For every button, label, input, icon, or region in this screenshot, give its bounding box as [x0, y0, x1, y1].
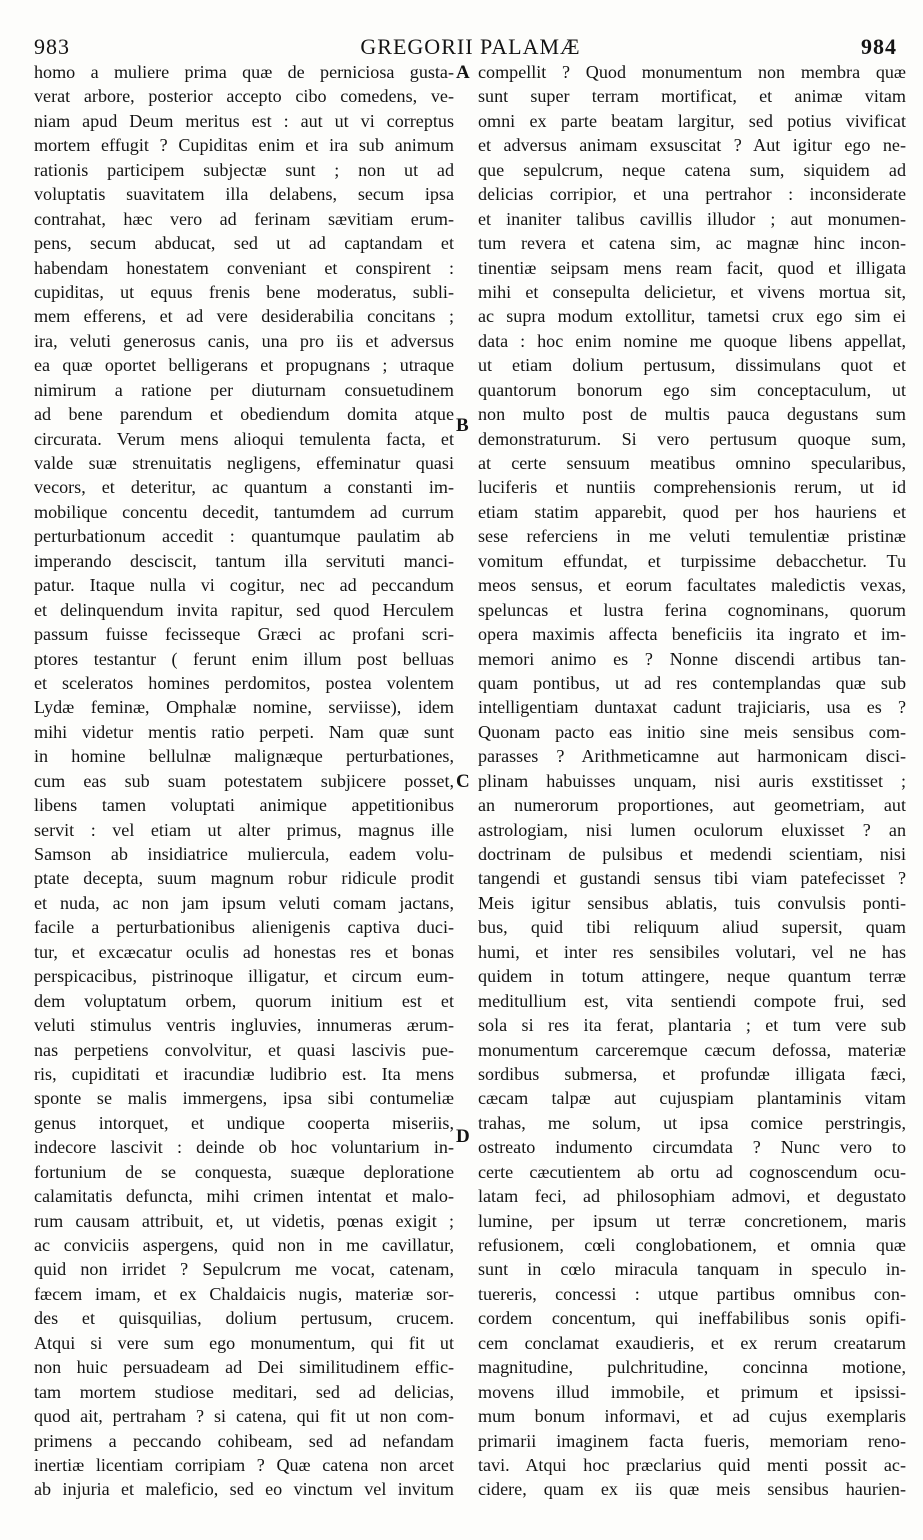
text-line: et sceleratos homines perdomitos, postea volentem: [34, 672, 454, 693]
text-line: et nuda, ac non jam ipsum veluti comam jactans,: [34, 892, 454, 913]
text-line: ptores testantur ( ferunt enim illum post belluas: [34, 648, 454, 669]
text-line: sordibus submersa, et profundæ illigata fæci,: [478, 1063, 906, 1084]
text-line: passum fuisse fecisseque Græci ac profani scri-: [34, 624, 454, 645]
text-line: des et quisquilias, dolium pertusum, crucem.: [34, 1308, 454, 1329]
text-line: at certe sensuum meatibus omnino specularibus,: [478, 453, 906, 473]
text-line: ad bene parendum et obediendum domita atque: [34, 404, 454, 425]
text-line: valde suæ strenuitatis negligens, effeminatur quasi: [34, 453, 454, 473]
text-line: libens tamen voluptati animique appetitionibus: [34, 795, 454, 816]
text-line: quid non irridet ? Sepulcrum me vocat, catenam,: [34, 1259, 454, 1280]
text-line: dem voluptatum orbem, quorum initium est et: [34, 990, 454, 1011]
text-line: inertiæ licentiam corripiam ? Quæ catena non arcet: [34, 1454, 454, 1475]
text-line: genus intorquet, et undique cooperta miseriis,: [34, 1112, 454, 1133]
text-line: refusionem, cœli conglobationem, et omnia quæ: [478, 1235, 906, 1255]
text-line: trahas, me solum, ut ipsa comice perstringis,: [478, 1112, 906, 1133]
text-line: ac conviciis aspergens, quid non in me cavillatur,: [34, 1235, 454, 1255]
text-line: fortunium de se conquesta, suæque deploratione: [34, 1161, 454, 1182]
text-line: que sepulcrum, neque catena sum, siquidem ad: [478, 159, 906, 180]
text-line: habendam honestatem conveniant et conspirent :: [34, 257, 454, 278]
text-line: ira, veluti generosus canis, una pro iis et adversus: [34, 330, 454, 351]
text-line: quantorum bonorum ego sim conceptaculum, ut: [478, 379, 906, 400]
page-number-right: 984: [861, 34, 897, 59]
text-line: contrahat, hæc vero ad ferinam sævitiam erum-: [34, 208, 454, 229]
text-line: cupiditas, ut equus frenis bene moderatus, subli-: [34, 281, 454, 302]
text-line: nas perpetiens convolvitur, et quasi lascivis pue-: [34, 1039, 454, 1060]
text-line: parasses ? Arithmeticamne aut harmonicam disci-: [478, 746, 906, 767]
text-line: omni ex parte beatam largitur, sed potius vivificat: [478, 110, 906, 131]
text-line: quod ait, pertraham ? si catena, qui fit ut non com-: [34, 1406, 454, 1427]
text-line: tuereris, concessi : utque partibus omnibus con-: [478, 1283, 906, 1304]
text-line: humi, et inter res sensibiles volutari, vel ne has: [478, 941, 906, 962]
text-line: servit : vel etiam ut alter primus, magnus ille: [34, 819, 454, 840]
text-line: etiam statim apparebit, quod per hos hauriens et: [478, 501, 906, 522]
text-line: mum bonum informavi, et ad cujus exemplaris: [478, 1406, 906, 1427]
text-line: facile a perturbationibus alienigenis captiva duci-: [34, 917, 454, 938]
text-line: in homine bellulnæ malignæque perturbationes,: [34, 746, 454, 767]
text-line: niam apud Deum meritus est : aut ut vi correptus: [34, 110, 454, 131]
text-line: cordem concentum, qui ineffabilibus sonis opifi-: [478, 1308, 906, 1329]
text-line: speluncas et lustra ferina cognominans, quorum: [478, 599, 906, 620]
text-line: tangendi et gustandi sensus tibi viam patefecisset ?: [478, 868, 906, 889]
text-line: mihi videtur mentis ratio perpeti. Nam quæ sunt: [34, 721, 454, 742]
right-column: [478, 60, 906, 1502]
text-line: sese referciens in me veluti temulentiæ pristinæ: [478, 526, 906, 547]
text-line: mobilique concentu decedit, tantumdem ad currum: [34, 501, 454, 522]
text-line: tinentiæ seipsam mens ream facit, quod et illigata: [478, 257, 906, 278]
text-line: delicias corripior, et una pertrahor : inconsiderate: [478, 184, 906, 205]
text-line: sunt in cœlo miracula tanquam in speculo in-: [478, 1259, 906, 1280]
text-line: tum revera et catena sim, ac magnæ hinc incon-: [478, 233, 906, 254]
text-line: cæcam talpæ aut cujuspiam plantaminis vitam: [478, 1088, 906, 1109]
text-line: magnitudine, pulchritudine, concinna motione,: [478, 1357, 906, 1378]
text-line: quam pontibus, ut ad res contemplandas quæ sub: [478, 672, 906, 693]
text-line: fæcem imam, et ex Chaldaicis nugis, materiæ sor-: [34, 1283, 454, 1304]
text-line: mihi et consepulta delicietur, et vivens mortua sit,: [478, 281, 906, 302]
text-line: intelligentiam duntaxat cadunt trajiciaris, usa es ?: [478, 697, 906, 718]
text-line: calamitatis defuncta, mihi crimen intentat et malo-: [34, 1186, 454, 1207]
text-line: compellit ? Quod monumentum non membra quæ: [478, 62, 906, 82]
text-line: non multo post de multis pauca degustans sum: [478, 404, 906, 425]
text-line: homo a muliere prima quæ de perniciosa gusta-: [34, 62, 454, 82]
section-marker-d: D: [456, 1126, 470, 1147]
text-line: sponte se malis immergens, ipsa sibi contumeliæ: [34, 1088, 454, 1109]
text-line: memori animo es ? Nonne discendi artibus tan-: [478, 648, 906, 669]
text-line: ac supra modum extollitur, tametsi crux ego sim ei: [478, 306, 906, 327]
text-line: monumentum carceremque cæcum defossa, materiæ: [478, 1039, 906, 1060]
text-line: cem conclamat exaudieris, et ex rerum creatarum: [478, 1332, 906, 1353]
text-line: astrologiam, nisi lumen oculorum eluxisset ? an: [478, 819, 906, 840]
text-line: Atqui si vere sum ego monumentum, qui fit ut: [34, 1332, 454, 1353]
text-line: data : hoc enim nomine me quoque libens appellat,: [478, 330, 906, 351]
text-line: ea quæ oportet belligerans et propugnans ; utraque: [34, 355, 454, 376]
text-line: Lydæ feminæ, Omphalæ nomine, serviisse), idem: [34, 697, 454, 718]
text-line: vomitum effundat, et turpissime debacchetur. Tu: [478, 550, 906, 571]
text-line: bus, quid tibi reliquum aliud supersit, quam: [478, 917, 906, 938]
text-line: tavi. Atqui hoc præclarius quid menti possit ac-: [478, 1454, 906, 1475]
text-line: sola si res ita ferat, plantaria ; et tum vere sub: [478, 1015, 906, 1036]
text-line: et adversus animam exsuscitat ? Aut igitur ego ne-: [478, 135, 906, 156]
text-line: verat arbore, posterior accepto cibo comedens, ve-: [34, 86, 454, 107]
text-line: Meis igitur sensibus ablatis, tuis convulsis ponti-: [478, 892, 906, 913]
left-column: [34, 60, 454, 1502]
text-line: ut etiam dolium pertusum, dissimulans quot et: [478, 355, 906, 376]
page-number-left: 983: [34, 34, 70, 59]
text-line: plinam habuisses unquam, nisi auris exstitisset ;: [478, 770, 906, 791]
text-line: tur, et excæcatur oculis ad honestas res et bonas: [34, 941, 454, 962]
text-line: movens illud immobile, et primum et ipsissi-: [478, 1381, 906, 1402]
text-line: perspicacibus, pistrinoque illigatur, et circum eum-: [34, 966, 454, 987]
text-line: sunt super terram mortificat, et animæ vitam: [478, 86, 906, 107]
text-line: lumine, per ipsum ut terræ concretionem, maris: [478, 1210, 906, 1231]
text-line: vecors, et deteritur, ac quantum a constanti im-: [34, 477, 454, 498]
text-line: cum eas sub suam potestatem subjicere posset,: [34, 770, 454, 791]
text-line: voluptatis suavitatem illa delabens, secum ipsa: [34, 184, 454, 205]
text-line: primarii imaginem facta fueris, memoriam reno-: [478, 1430, 906, 1451]
text-line: mortem effugit ? Cupiditas enim et ira sub animum: [34, 135, 454, 156]
text-line: circurata. Verum mens alioqui temulenta facta, et: [34, 428, 454, 449]
text-line: et delinquendum invita rapitur, sed quod Herculem: [34, 599, 454, 620]
text-line: rationis participem subjectæ sunt ; non ut ad: [34, 159, 454, 180]
text-line: ab injuria et maleficio, sed eo vinctum vel invitum: [34, 1479, 454, 1500]
text-line: imperando desciscit, tantum illa servituti manci-: [34, 550, 454, 571]
section-marker-b: B: [456, 415, 469, 436]
text-line: tam mortem studiose meditari, sed ad delicias,: [34, 1381, 454, 1402]
text-line: Quonam pacto eas initio sine meis sensibus com-: [478, 721, 906, 742]
text-line: mem efferens, et ad vere desiderabilia concitans ;: [34, 306, 454, 327]
text-line: et inaniter talibus cavillis illudor ; aut monumen-: [478, 208, 906, 229]
text-line: ostreato indumento circumdata ? Nunc vero to: [478, 1137, 906, 1158]
text-line: latam feci, ad philosophiam admovi, et degustato: [478, 1186, 906, 1207]
text-line: Samson ab insidiatrice muliercula, eadem volu-: [34, 844, 454, 864]
page-header: [32, 26, 909, 60]
text-line: rum causam attribuit, et, ut videtis, pœnas exigit ;: [34, 1210, 454, 1231]
text-line: patur. Itaque nulla vi cogitur, nec ad peccandum: [34, 575, 454, 596]
text-line: meos sensus, et eorum facultates maledictis vexas,: [478, 575, 906, 596]
section-marker-a: A: [456, 62, 470, 83]
text-line: ris, cupiditati et iracundiæ ludibrio est. Ita mens: [34, 1063, 454, 1084]
text-line: veluti stimulus ventris ingluvies, innumeras ærum-: [34, 1015, 454, 1036]
text-line: certe cæcutientem ab ortu ad cognoscendum ocu-: [478, 1161, 906, 1182]
text-line: nimirum a ratione per diuturnam consuetudinem: [34, 379, 454, 400]
running-title: GREGORII PALAMÆ: [360, 34, 581, 59]
text-line: indecore lascivit : deinde ob hoc voluntarium in-: [34, 1137, 454, 1158]
text-line: non huic persuadeam ad Dei similitudinem effic-: [34, 1357, 454, 1378]
text-line: an numerorum proportiones, aut geometriam, aut: [478, 795, 906, 816]
text-line: opera maximis affecta beneficiis ita ingrato et im-: [478, 624, 906, 645]
text-line: meditullium est, vita sentiendi compote frui, sed: [478, 990, 906, 1011]
text-line: doctrinam de pulsibus et medendi scientiam, nisi: [478, 844, 906, 864]
text-line: cidere, quam ex iis quæ meis sensibus haurien-: [478, 1479, 906, 1500]
section-marker-c: C: [456, 771, 470, 792]
text-line: perturbationum accedit : quantumque paulatim ab: [34, 526, 454, 547]
text-line: demonstraturum. Si vero pertusum quoque sum,: [478, 428, 906, 449]
text-line: quidem in totum attingere, neque quantum terræ: [478, 966, 906, 987]
text-line: primens a peccando cohibeam, sed ad nefandam: [34, 1430, 454, 1451]
text-line: pens, secum abducat, sed ut ad captandam et: [34, 233, 454, 254]
text-line: luciferis et nuntiis comprehensionis rerum, ut id: [478, 477, 906, 498]
text-line: ptate decepta, suum magnum robur ridicule prodit: [34, 868, 454, 889]
